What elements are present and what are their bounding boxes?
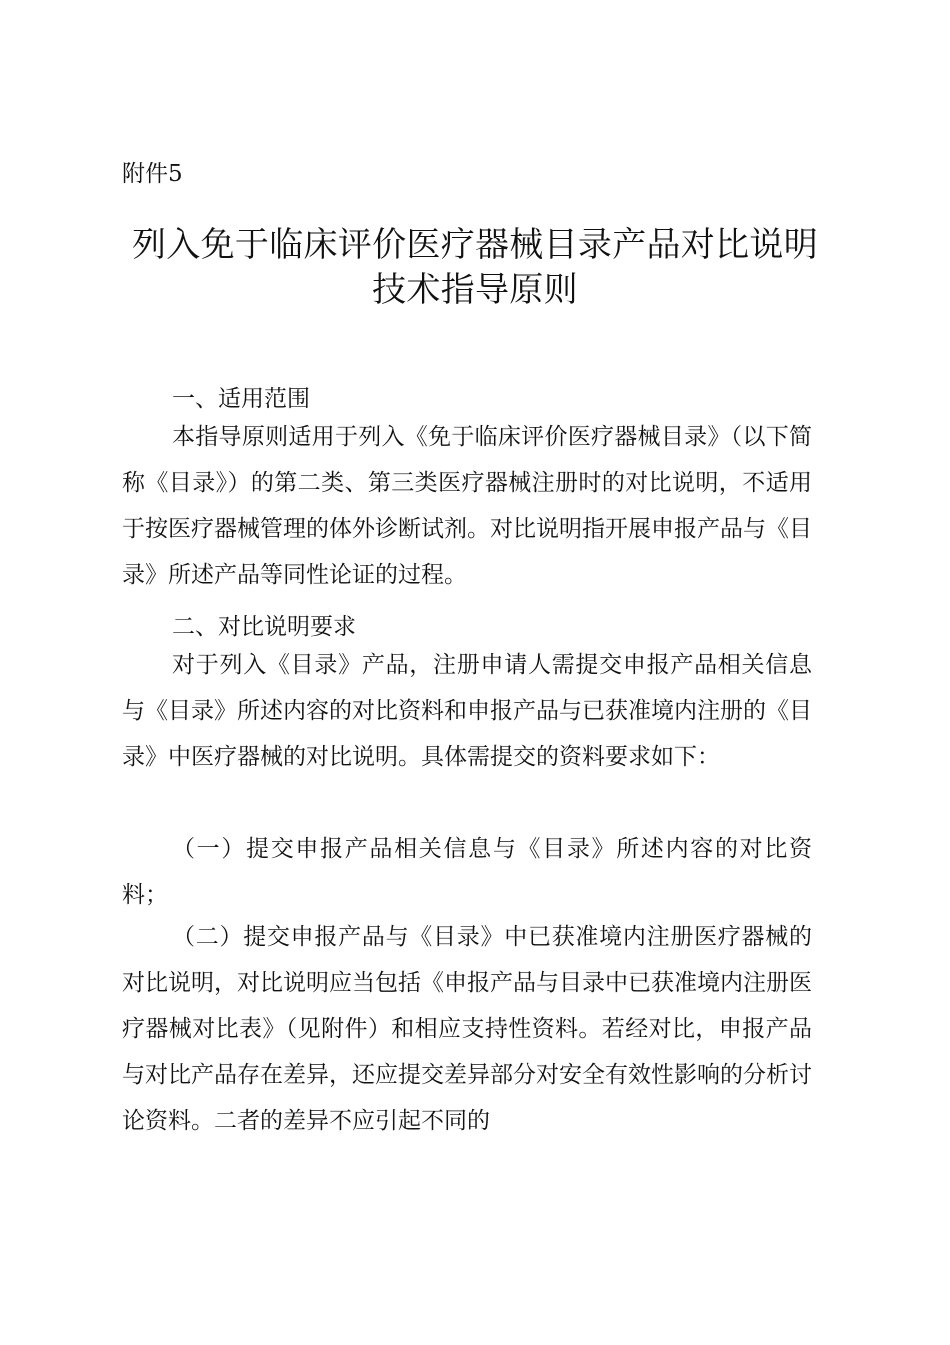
attachment-label: 附件5 [122,161,183,187]
section-1-paragraph: 本指导原则适用于列入《免于临床评价医疗器械目录》（以下简称《目录》）的第二类、第三类医疗器械注册时的对比说明，不适用于按医疗器械管理的体外诊断试剂。对比说明指开展申报产品与《目录》所述产品等同性论证的过程。 [122,424,812,588]
section-2-item-2: （二）提交申报产品与《目录》中已获准境内注册医疗器械的对比说明，对比说明应当包括《申报产品与目录中已获准境内注册医疗器械对比表》（见附件）和相应支持性资料。若经对比，申报产品与对比产品存在差异，还应提交差异部分对安全有效性影响的分析讨论资料。二者的差异不应引起不同的 [122,924,812,1134]
section-1-heading: 一、适用范围 [172,386,310,412]
document-title-line-1: 列入免于临床评价医疗器械目录产品对比说明 [132,225,818,265]
section-2-paragraph: 对于列入《目录》产品，注册申请人需提交申报产品相关信息与《目录》所述内容的对比资料和申报产品与已获准境内注册的《目录》中医疗器械的对比说明。具体需提交的资料要求如下： [122,652,812,770]
document-title-line-2: 技术指导原则 [372,270,578,310]
section-2-item-1: （一）提交申报产品相关信息与《目录》所述内容的对比资料； [122,836,812,908]
section-2-heading: 二、对比说明要求 [172,614,356,640]
